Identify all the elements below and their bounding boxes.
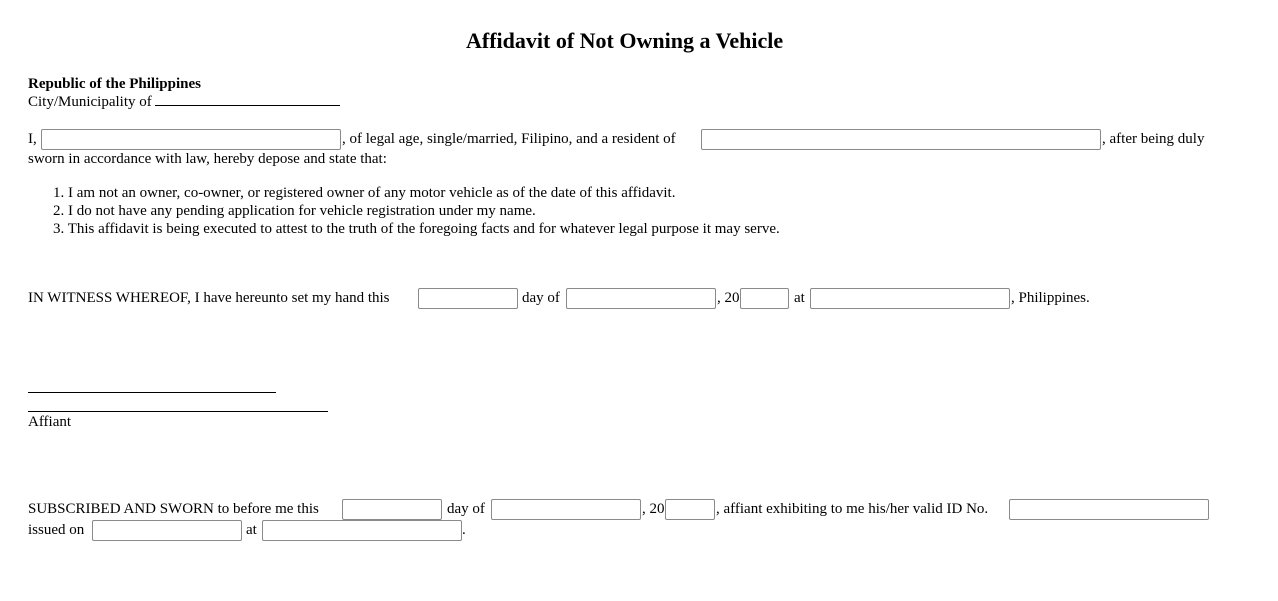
sub-year-prefix: , 20 bbox=[642, 501, 665, 517]
issued-on-label: issued on bbox=[28, 522, 85, 538]
id-number-field[interactable] bbox=[1009, 499, 1209, 520]
issued-at-field[interactable] bbox=[262, 520, 462, 541]
republic-heading: Republic of the Philippines bbox=[28, 76, 201, 92]
sub-id-text: , affiant exhibiting to me his/her valid ID No. bbox=[716, 501, 989, 517]
intro-suffix: , after being duly bbox=[1102, 131, 1205, 147]
witness-year-prefix: , 20 bbox=[717, 290, 740, 306]
intro-mid: , of legal age, single/married, Filipino, and a resident of bbox=[342, 131, 676, 147]
statement-1: 1. I am not an owner, co-owner, or registered owner of any motor vehicle as of the date of this affidavit. bbox=[53, 185, 676, 201]
witness-suffix: , Philippines. bbox=[1011, 290, 1090, 306]
subscribed-prefix: SUBSCRIBED AND SWORN to before me this bbox=[28, 501, 319, 517]
sub-year-field[interactable] bbox=[665, 499, 715, 520]
witness-year-field[interactable] bbox=[740, 288, 789, 309]
end-period: . bbox=[462, 522, 466, 538]
intro-prefix: I, bbox=[28, 131, 37, 147]
statement-2: 2. I do not have any pending application for vehicle registration under my name. bbox=[53, 203, 536, 219]
statement-3: 3. This affidavit is being executed to attest to the truth of the foregoing facts and for whatever legal purpose it may serve. bbox=[53, 221, 780, 237]
affiant-label: Affiant bbox=[28, 414, 72, 430]
signature-line-short bbox=[28, 392, 276, 393]
city-blank-line bbox=[155, 93, 340, 106]
city-line bbox=[28, 93, 340, 111]
sub-day-field[interactable] bbox=[342, 499, 442, 520]
page-title: Affidavit of Not Owning a Vehicle bbox=[466, 28, 784, 53]
intro-line2: sworn in accordance with law, hereby depose and state that: bbox=[28, 151, 387, 167]
residence-field[interactable] bbox=[701, 129, 1101, 150]
signature-line bbox=[28, 411, 328, 412]
sub-day-of: day of bbox=[447, 501, 485, 517]
witness-place-field[interactable] bbox=[810, 288, 1010, 309]
witness-day-field[interactable] bbox=[418, 288, 518, 309]
witness-at: at bbox=[794, 290, 805, 306]
witness-prefix: IN WITNESS WHEREOF, I have hereunto set my hand this bbox=[28, 290, 390, 306]
issued-on-field[interactable] bbox=[92, 520, 242, 541]
city-label: City/Municipality of bbox=[28, 94, 152, 110]
issued-at-label: at bbox=[246, 522, 257, 538]
witness-day-of: day of bbox=[522, 290, 560, 306]
name-field[interactable] bbox=[41, 129, 341, 150]
sub-month-field[interactable] bbox=[491, 499, 641, 520]
witness-month-field[interactable] bbox=[566, 288, 716, 309]
